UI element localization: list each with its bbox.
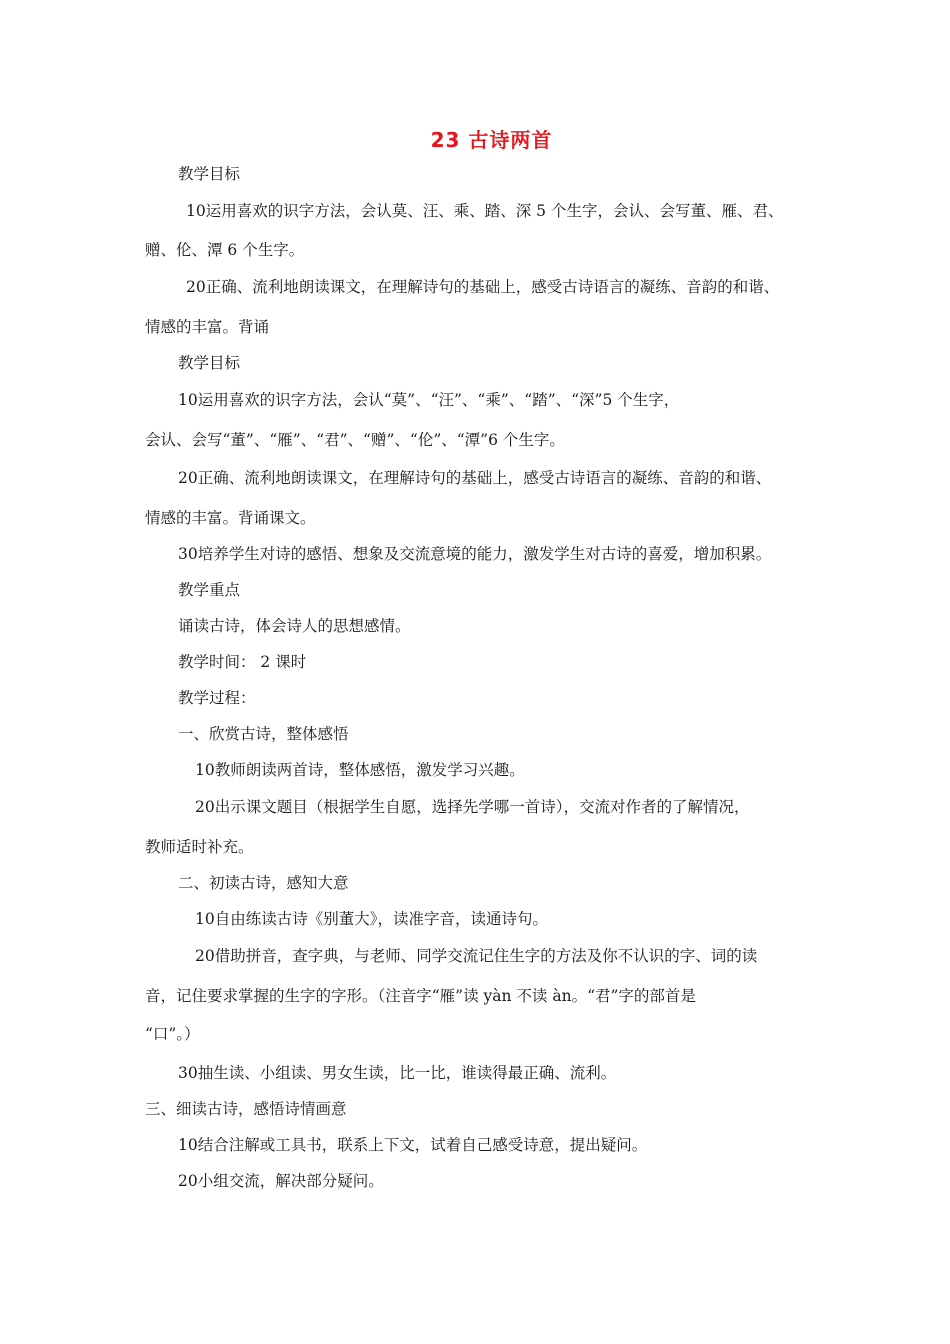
heading-teaching-focus: 教学重点 <box>178 581 241 599</box>
document-title: 23 古诗两首 <box>430 128 553 152</box>
heading-teaching-process: 教学过程： <box>178 689 256 707</box>
heading-teaching-goals: 教学目标 <box>178 165 241 183</box>
section-heading: 二、初读古诗，感知大意 <box>178 874 349 892</box>
paragraph-line: 会认、会写“董”、“雁”、“君”、“赠”、“伦”、“潭”6 个生字。 <box>145 431 565 449</box>
paragraph-line: 诵读古诗，体会诗人的思想感情。 <box>178 617 411 635</box>
paragraph-line: 30培养学生对诗的感悟、想象及交流意境的能力，激发学生对古诗的喜爱，增加积累。 <box>178 545 772 563</box>
section-heading: 一、欣赏古诗，整体感悟 <box>178 725 349 743</box>
paragraph-line: “口”。） <box>145 1025 200 1043</box>
paragraph-line: 情感的丰富。背诵课文。 <box>145 509 316 527</box>
paragraph-line: 10教师朗读两首诗，整体感悟，激发学习兴趣。 <box>195 761 525 779</box>
paragraph-line: 10结合注解或工具书，联系上下文，试着自己感受诗意，提出疑问。 <box>178 1136 648 1154</box>
teaching-time: 教学时间： 2 课时 <box>178 653 307 671</box>
paragraph-line: 赠、伦、潭 6 个生字。 <box>145 241 305 259</box>
paragraph-line: 教师适时补充。 <box>145 838 254 856</box>
paragraph-line: 10自由练读古诗《别董大》，读准字音，读通诗句。 <box>195 910 548 928</box>
paragraph-line: 10运用喜欢的识字方法，会认莫、汪、乘、踏、深 5 个生字，会认、会写董、雁、君、 <box>186 202 784 220</box>
heading-teaching-goals: 教学目标 <box>178 354 241 372</box>
section-heading: 三、细读古诗，感悟诗情画意 <box>145 1100 347 1118</box>
paragraph-line: 20出示课文题目（根据学生自愿，选择先学哪一首诗），交流对作者的了解情况， <box>195 798 750 816</box>
paragraph-line: 音，记住要求掌握的生字的字形。（注音字“雁”读 yàn 不读 àn。“君”字的部首是 <box>145 987 696 1005</box>
paragraph-line: 情感的丰富。背诵 <box>145 318 270 336</box>
paragraph-line: 20正确、流利地朗读课文，在理解诗句的基础上，感受古诗语言的凝练、音韵的和谐、 <box>178 469 772 487</box>
paragraph-line: 20小组交流，解决部分疑问。 <box>178 1172 384 1190</box>
paragraph-line: 20正确、流利地朗读课文，在理解诗句的基础上，感受古诗语言的凝练、音韵的和谐、 <box>186 278 780 296</box>
paragraph-line: 10运用喜欢的识字方法，会认“莫”、“汪”、“乘”、“踏”、“深”5 个生字， <box>178 391 680 409</box>
paragraph-line: 20借助拼音，查字典，与老师、同学交流记住生字的方法及你不认识的字、词的读 <box>195 947 758 965</box>
paragraph-line: 30抽生读、小组读、男女生读，比一比，谁读得最正确、流利。 <box>178 1064 617 1082</box>
